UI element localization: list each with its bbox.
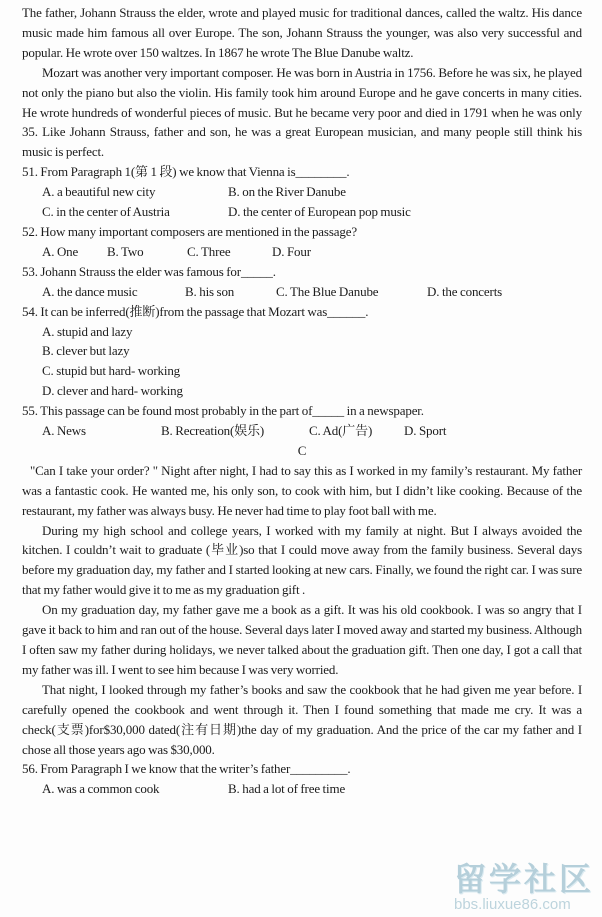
question-52-option-c: C. Three [187,243,231,259]
passage-b-paragraph-2: Mozart was another very important composer. He was born in Austria in 1756. Before he was six, he played not only the piano but also the violin. His family took him around Europe and he gave concerts in many cities. He wrote hundreds of wonderful pieces of music. But he became very poor and died in 1791 when he was only 35. Like Johann Strauss, father and son, he was a great European musician, and many people still think his music is perfect. [22,64,582,160]
question-55-option-d: D. Sport [404,423,447,439]
question-56 [22,759,582,799]
question-54-option-a: A. stupid and lazy [42,323,133,339]
question-55-option-a: A. News [42,423,86,439]
question-54-option-c: C. stupid but hard- working [42,363,181,379]
watermark-url: bbs.liuxue86.com [453,896,571,913]
question-51-options-row-2 [22,202,582,222]
question-52 [22,222,582,262]
question-56-option-b: B. had a lot of free time [228,781,346,797]
watermark-title: 留学社区 [453,861,594,897]
question-53-option-c: C. The Blue Danube [276,283,379,299]
question-56-option-a: A. was a common cook [42,781,160,797]
question-53-options [22,282,582,302]
question-51-option-b: B. on the River Danube [228,184,346,200]
question-52-options [22,242,582,262]
question-55 [22,401,582,441]
question-51-option-a: A. a beautiful new city [42,184,156,200]
question-52-stem: 52. How many important composers are mentioned in the passage? [22,223,357,239]
question-54-stem: 54. It can be inferred(推断)from the passage that Mozart was______. [22,303,369,319]
passage-c-paragraph-3: On my graduation day, my father gave me a book as a gift. It was his old cookbook. I was so angry that I gave it back to him and ran out of the house. Several days later I moved away and started my business. Although I often saw my father during holidays, we never talked about the graduation gift. Then one day, I got a call that my father was ill. I went to see him because I was very worried. [22,602,582,677]
question-52-option-d: D. Four [272,243,311,259]
question-53-stem: 53. Johann Strauss the elder was famous for_____. [22,263,276,279]
question-51 [22,162,582,222]
question-53 [22,262,582,302]
passage-c-paragraph-1: "Can I take your order? " Night after night, I had to say this as I worked in my family’s restaurant. My father was a fantastic cook. He wanted me, his only son, to cook with him, but I didn’t like cooking. Because of the restaurant, my father was always busy. He never had time to play foot ball with me. [22,462,582,518]
passage-c-paragraph-2: During my high school and college years, I worked with my family at night. But I always avoided the kitchen. I couldn’t wait to graduate (毕业)so that I could move away from the family business. Several days before my graduation day, my father and I started looking at new cars. Finally, we found the right car. I was sure that my father would give it to me as my graduation gift . [22,522,582,598]
passage-c-heading: C [297,442,307,458]
question-51-options-row-1 [22,182,582,202]
question-53-option-a: A. the dance music [42,283,138,299]
question-56-options [22,779,582,799]
question-52-option-b: B. Two [107,243,144,259]
question-51-option-c: C. in the center of Austria [42,204,170,220]
question-54-option-d: D. clever and hard- working [42,383,183,399]
question-55-options [22,421,582,441]
question-53-option-b: B. his son [185,283,235,299]
question-56-stem: 56. From Paragraph I we know that the writer’s father_________. [22,761,351,777]
question-55-stem: 55. This passage can be found most probably in the part of_____ in a newspaper. [22,403,424,419]
question-55-option-b: B. Recreation(娱乐) [161,423,265,439]
question-54-options [22,322,582,402]
question-54-option-b: B. clever but lazy [42,343,130,359]
question-52-option-a: A. One [42,243,79,259]
question-51-stem: 51. From Paragraph 1(第 1 段) we know that Vienna is________. [22,164,350,180]
question-54 [22,302,582,402]
passage-b-paragraph-1: The father, Johann Strauss the elder, wrote and played music for traditional dances, called the waltz. His dance music made him famous all over Europe. The son, Johann Strauss the younger, was also very successful and popular. He wrote over 150 waltzes. In 1867 he wrote The Blue Danube waltz. [22,5,582,60]
question-53-option-d: D. the concerts [427,283,503,299]
question-55-option-c: C. Ad(广告) [309,423,373,439]
passage-c-paragraph-4: That night, I looked through my father’s books and saw the cookbook that he had given me year before. I carefully opened the cookbook and went through it. Then I found something that made me cry. It was a check(支票)for$30,000 dated(注有日期)the day of my graduation. And the price of the car my father and I chose all those years ago was $30,000. [22,681,582,757]
question-51-option-d: D. the center of European pop music [228,204,411,220]
